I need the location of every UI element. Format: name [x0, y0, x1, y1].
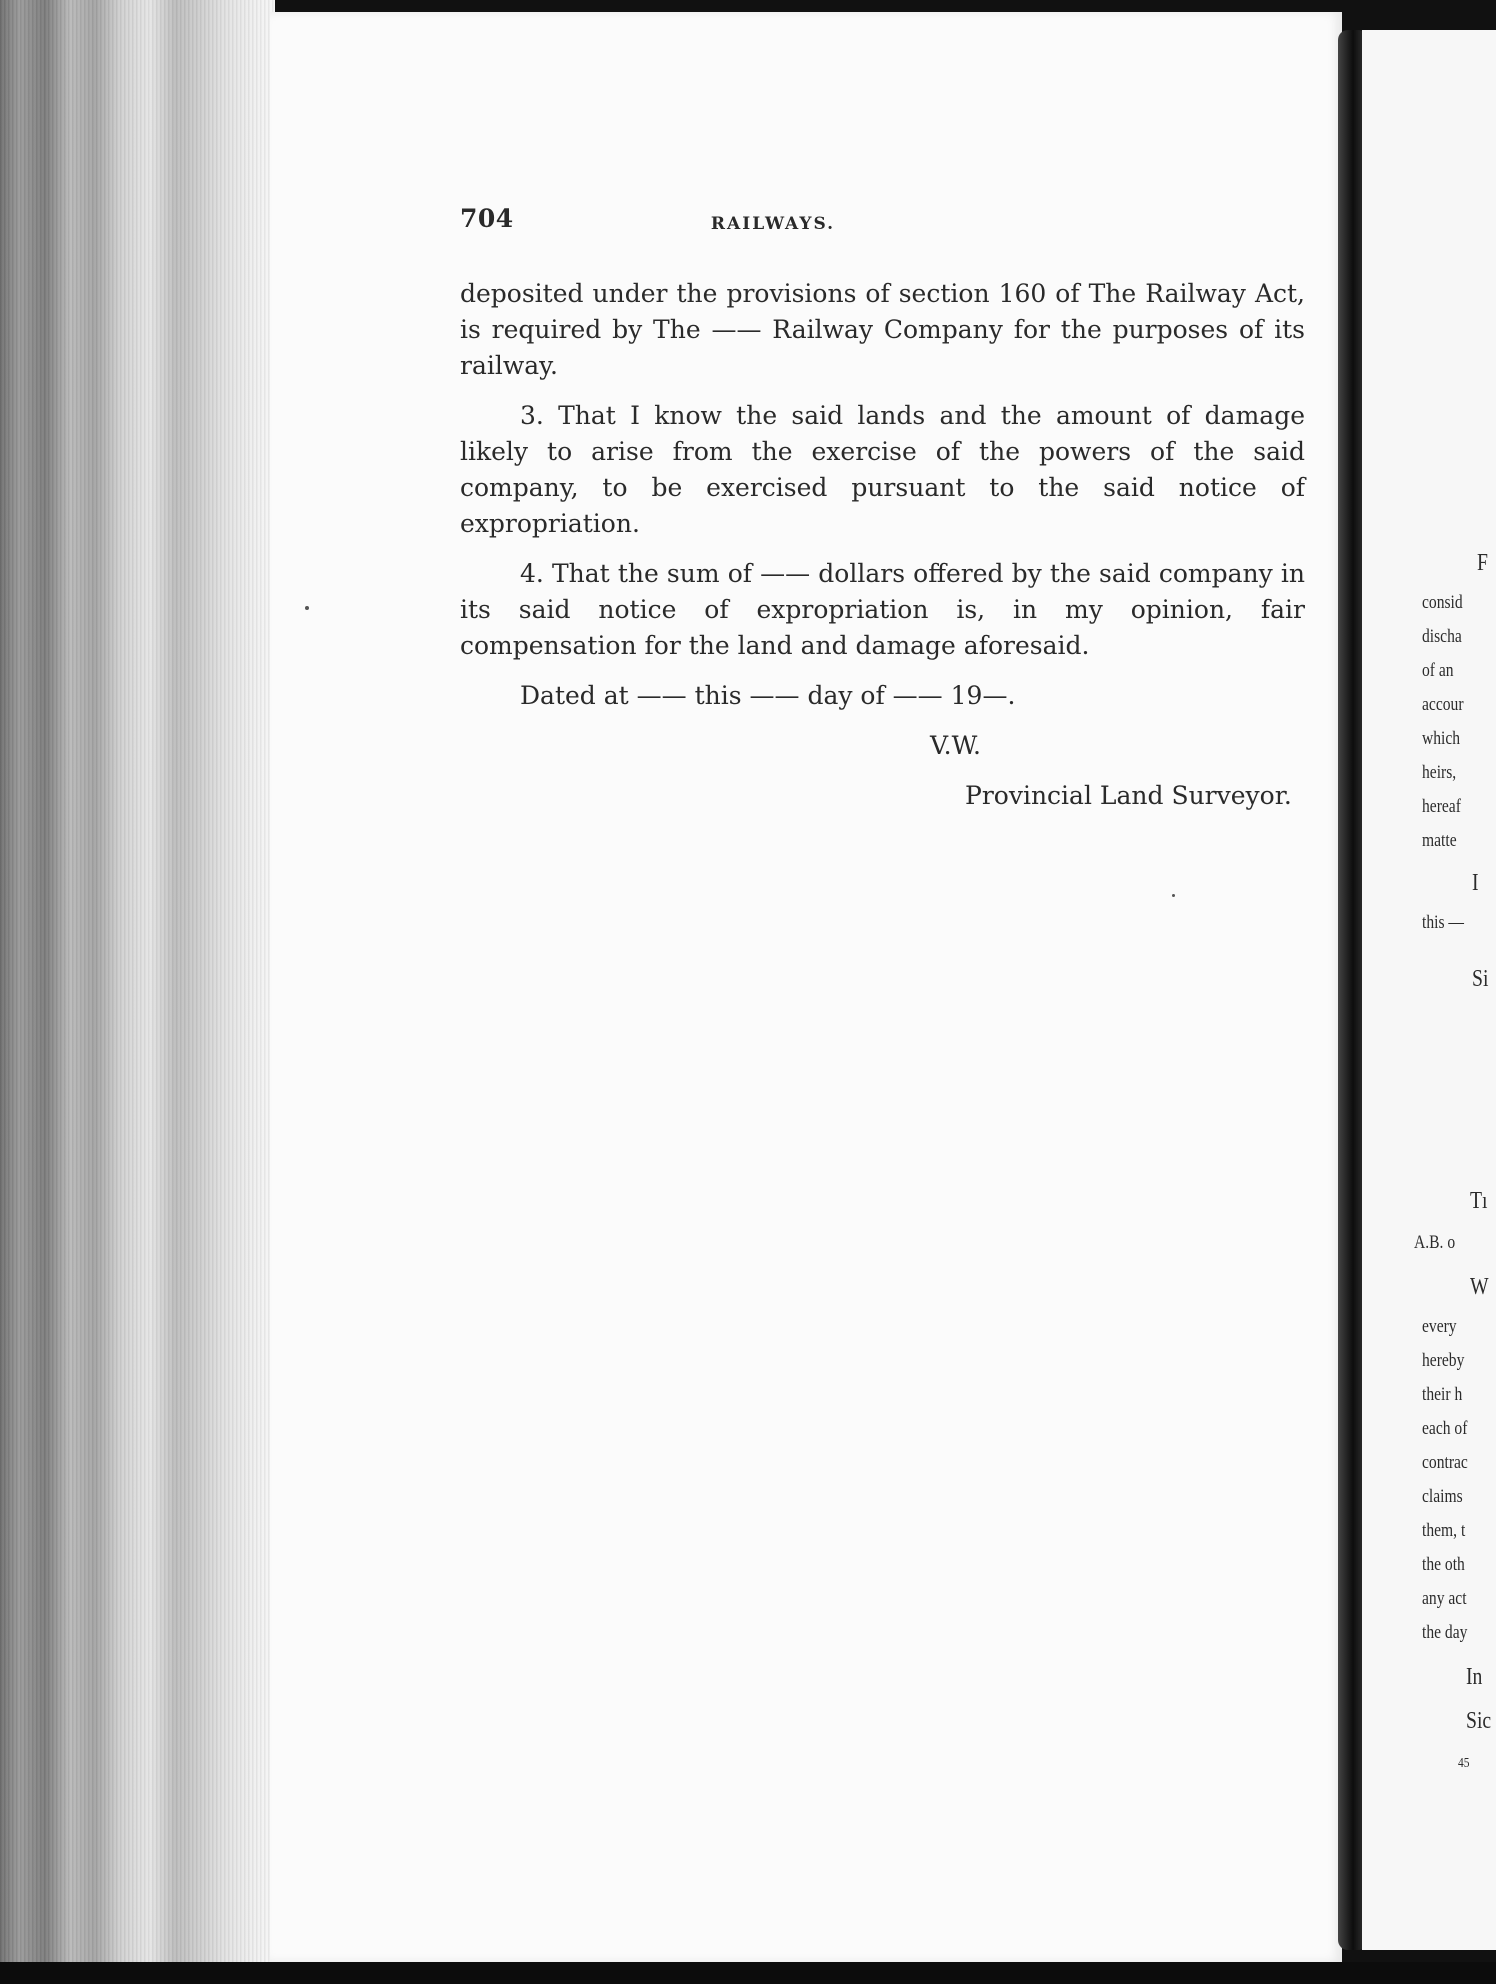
facing-line: any act: [1422, 1588, 1467, 1609]
facing-line: Tı: [1470, 1188, 1488, 1214]
facing-line: hereby: [1422, 1350, 1465, 1371]
page-number: 704: [460, 204, 514, 233]
facing-line: each of: [1422, 1418, 1468, 1439]
facing-line: them, t: [1422, 1520, 1466, 1541]
facing-line: of an: [1422, 660, 1454, 681]
scan-speck: [1172, 894, 1175, 897]
facing-line: the day: [1422, 1622, 1468, 1643]
facing-line: I: [1472, 870, 1479, 896]
facing-line: In: [1466, 1664, 1483, 1690]
facing-line: this —: [1422, 912, 1464, 933]
facing-line: Sic: [1466, 1708, 1492, 1734]
facing-line: matte: [1422, 830, 1457, 851]
facing-line: A.B. o: [1414, 1232, 1456, 1253]
signatory-title: Provincial Land Surveyor.: [965, 781, 1292, 810]
facing-line: discha: [1422, 626, 1462, 647]
dated-line: Dated at —— this —— day of —— 19—.: [520, 681, 1016, 710]
facing-line: claims: [1422, 1486, 1463, 1507]
facing-line: accour: [1422, 694, 1464, 715]
facing-line: consid: [1422, 592, 1463, 613]
facing-line: contrac: [1422, 1452, 1468, 1473]
paragraph-3: 3. That I know the said lands and the amount of damage likely to arise from the exercise of the powers of the said company, to be exercised pursuant to the said notice of expropriation.: [460, 401, 1305, 538]
paragraph-4: 4. That the sum of —— dollars offered by the said company in its said notice of expropriation is, in my opinion, fair compensation for the land and damage aforesaid.: [460, 559, 1305, 660]
facing-page-signature-mark: 45: [1458, 1756, 1470, 1771]
signatory-initials: V.W.: [930, 731, 981, 760]
page-edge-stack: [0, 0, 275, 1962]
facing-line: W: [1470, 1274, 1489, 1300]
page-body: [460, 276, 1305, 828]
facing-line: hereaf: [1422, 796, 1461, 817]
facing-line: every: [1422, 1316, 1457, 1337]
scan-bottom-edge: [0, 1962, 1496, 1984]
facing-line: their h: [1422, 1384, 1463, 1405]
facing-line: F: [1477, 550, 1488, 576]
facing-line: Si: [1472, 966, 1489, 992]
paragraph-continuation: deposited under the provisions of section 160 of The Railway Act, is required by The —— Railway Company for the purposes of its railway.: [460, 279, 1305, 380]
facing-line: the oth: [1422, 1554, 1465, 1575]
scan-speck: [305, 606, 309, 610]
facing-page: [1362, 30, 1496, 1950]
running-head: RAILWAYS.: [710, 214, 836, 234]
facing-line: which: [1422, 728, 1461, 749]
facing-line: heirs,: [1422, 762, 1457, 783]
